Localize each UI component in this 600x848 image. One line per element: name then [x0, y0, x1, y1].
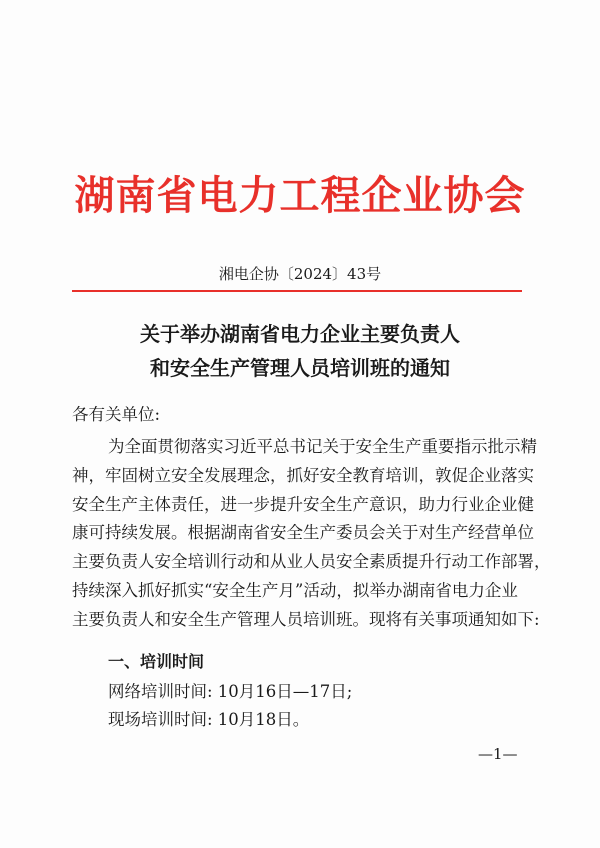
- salutation: 各有关单位:: [72, 405, 161, 424]
- paragraph-line: 安全生产主体责任，进一步提升安全生产意识，助力行业企业健: [72, 495, 534, 514]
- notice-title-line-2: 和安全生产管理人员培训班的通知: [150, 356, 450, 380]
- onsite-training-time: 现场培训时间: 10月18日。: [108, 710, 310, 729]
- paragraph-line: 神，牢固树立安全发展理念，抓好安全教育培训，敦促企业落实: [72, 466, 534, 485]
- page-number: —1—: [478, 745, 518, 763]
- online-training-time: 网络培训时间: 10月16日—17日;: [108, 682, 353, 701]
- notice-title-line-1: 关于举办湖南省电力企业主要负责人: [140, 322, 460, 346]
- organization-header: 湖南省电力工程企业协会: [74, 173, 526, 219]
- paragraph-line: 主要负责人和安全生产管理人员培训班。现将有关事项通知如下:: [72, 610, 540, 629]
- red-divider-line: [72, 290, 522, 292]
- paragraph-line: 主要负责人安全培训行动和从业人员安全素质提升行动工作部署，: [72, 552, 551, 571]
- paragraph-line: 持续深入抓好抓实“安全生产月”活动，拟举办湖南省电力企业: [72, 581, 518, 600]
- paragraph-line: 康可持续发展。根据湖南省安全生产委员会关于对生产经营单位: [72, 523, 534, 542]
- paragraph-line: 为全面贯彻落实习近平总书记关于安全生产重要指示批示精: [108, 437, 537, 456]
- section-heading-training-time: 一、培训时间: [108, 652, 205, 671]
- document-number: 湘电企协〔2024〕43号: [218, 265, 382, 283]
